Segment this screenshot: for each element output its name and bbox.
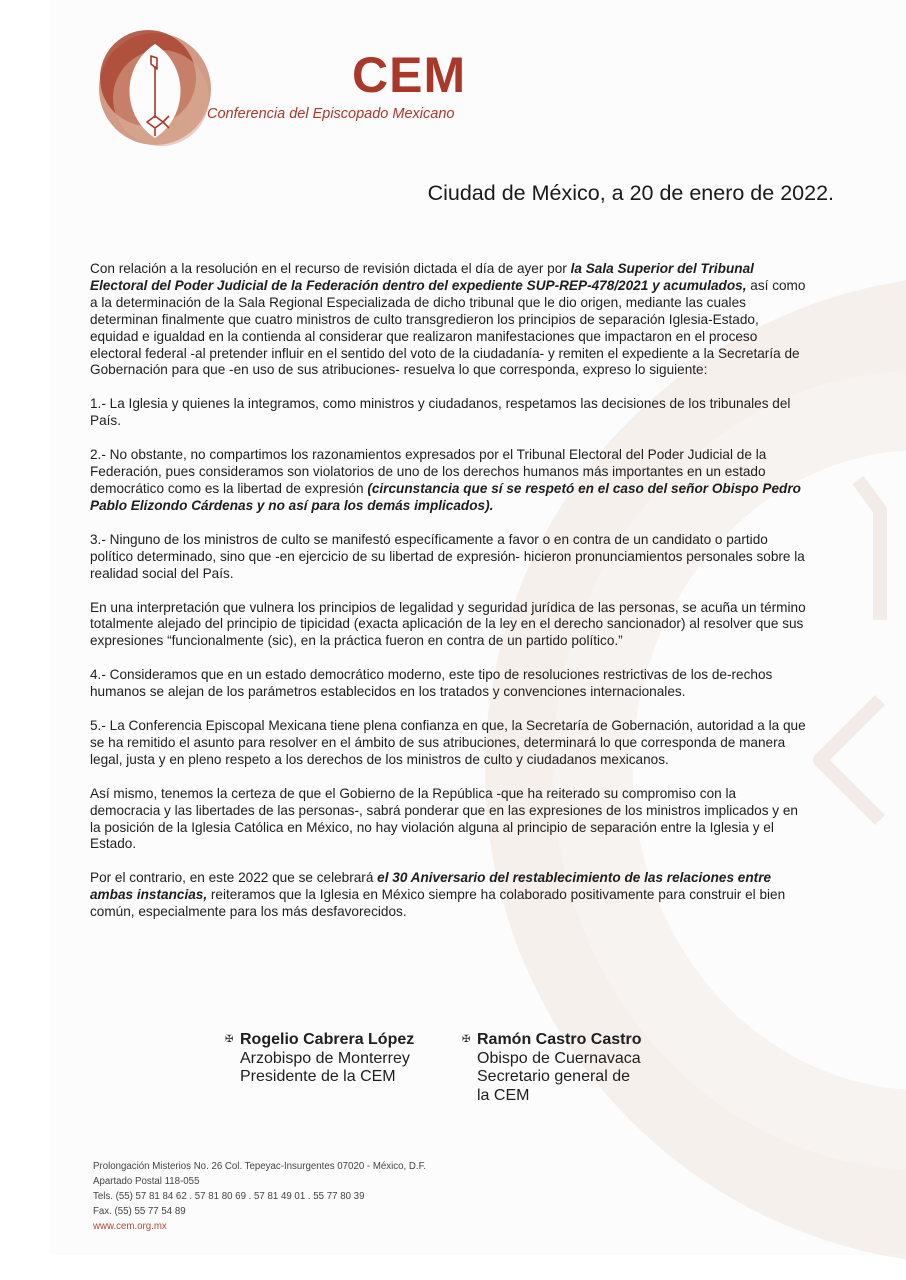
signer-role: Arzobispo de Monterrey xyxy=(240,1049,410,1067)
cem-logo-icon xyxy=(93,26,223,152)
intro-text-cont: así como a la determinación de la Sala Regional Especializada de dicho tribunal que le dio origen, mediante las cuales determinan finalmente que cuatro ministros de culto transgredieron los principios de separación Iglesia-Estado, equidad e igualdad en la contienda al considerar que realizaron manifestaciones que impactaron en el proceso electoral federal -al pretender influir en el sentido del voto de la ciudadanía- y remiten el expediente a la Secretaría de Gobernación para que -en uso de sus atribuciones- resuelva lo que corresponda, expreso lo siguiente: xyxy=(90,277,806,378)
p7-emphasis: el 30 Aniversario del restablecimiento de las relaciones entre ambas instancias, xyxy=(90,870,772,903)
signer-name: Rogelio Cabrera López xyxy=(240,1031,415,1048)
signer-role: Presidente de la CEM xyxy=(240,1068,396,1085)
signer-name: Ramón Castro Castro xyxy=(477,1031,642,1048)
paragraph-3: 3.- Ninguno de los ministros de culto se manifestó específicamente a favor o en contra de un candidato o partido político determinado, sino que -en ejercicio de su libertad de expresión- hicieron pronunciamientos personales sobre la realidad social del País. xyxy=(90,531,805,581)
footer-phones: Tels. (55) 57 81 84 62 . 57 81 80 69 . 57 81 49 01 . 55 77 80 39 xyxy=(93,1191,365,1202)
footer-contact xyxy=(93,1159,426,1234)
intro-emphasis: la Sala Superior del Tribunal Electoral del Poder Judicial de la Federación dentro del expediente SUP-REP-478/2021 y acumulados, xyxy=(90,261,754,293)
footer-fax: Fax. (55) 55 77 54 89 xyxy=(93,1206,186,1217)
signer-role: Secretario general de xyxy=(477,1068,630,1085)
signer-role: la CEM xyxy=(477,1086,530,1104)
paragraph-4: 4.- Consideramos que en un estado democrático moderno, este tipo de resoluciones restrictivas de los de-rechos humanos se alejan de los parámetros establecidos en los tratados y convenciones internacionales. xyxy=(90,667,773,700)
paragraph-6: Así mismo, tenemos la certeza de que el Gobierno de la República -que ha reiterado su compromiso con la democracia y las libertades de las personas-, sabrá ponderar que en las expresiones de los ministros implicados y en la posición de la Iglesia Católica en México, no hay violación alguna al principio de separación entre la Iglesia y el Estado. xyxy=(90,785,798,852)
footer-po-box: Apartado Postal 118-055 xyxy=(93,1176,200,1187)
signature-2 xyxy=(462,1031,682,1105)
signature-1 xyxy=(225,1031,445,1087)
paragraph-3b: En una interpretación que vulnera los principios de legalidad y seguridad jurídica de las personas, se acuña un término totalmente alejado del principio de tipicidad (exacta aplicación de la ley en el derecho sancionador) al resolver que sus expresiones “funcionalmente (sic), en la práctica fueron en contra de un partido político.” xyxy=(90,599,806,649)
cross-icon: ✠ xyxy=(462,1034,471,1045)
p2-emphasis: (circunstancia que sí se respetó en el caso del señor Obispo Pedro Pablo Elizondo Cárdenas y no así para los demás implicados). xyxy=(90,480,801,513)
paragraph-1: 1.- La Iglesia y quienes la integramos, como ministros y ciudadanos, respetamos las decisiones de los tribunales del País. xyxy=(90,396,791,429)
letter-body xyxy=(90,261,810,938)
paragraph-2 xyxy=(90,447,810,515)
paragraph-7 xyxy=(90,870,810,921)
intro-text: Con relación a la resolución en el recurso de revisión dictada el día de ayer por xyxy=(90,261,571,276)
footer-website-link[interactable]: www.cem.org.mx xyxy=(93,1221,167,1232)
footer-address: Prolongación Misterios No. 26 Col. Tepeyac-Insurgentes 07020 - México, D.F. xyxy=(93,1161,427,1172)
logo-acronym: CEM xyxy=(352,47,467,103)
paragraph-intro xyxy=(90,261,810,379)
p7-text: Por el contrario, en este 2022 que se celebrará xyxy=(90,870,378,886)
cross-icon: ✠ xyxy=(225,1034,234,1045)
p7-text-cont: reiteramos que la Iglesia en México siempre ha colaborado positivamente para construir el bien común, especialmente para los más desfavorecidos. xyxy=(90,887,786,920)
date-line: Ciudad de México, a 20 de enero de 2022. xyxy=(427,181,834,205)
paragraph-5: 5.- La Conferencia Episcopal Mexicana tiene plena confianza en que, la Secretaría de Gobernación, autoridad a la que se ha remitido el asunto para resolver en el ámbito de sus atribuciones, determinará lo que corresponda de manera legal, justa y en pleno respeto a los derechos de los ministros de culto y ciudadanos mexicanos. xyxy=(90,718,806,767)
p2-text: 2.- No obstante, no compartimos los razonamientos expresados por el Tribunal Electoral del Poder Judicial de la Federación, pues consideramos son violatorios de uno de los derechos humanos más importantes en un estado democrático como es la libertad de expresión xyxy=(90,447,767,496)
signer-role: Obispo de Cuernavaca xyxy=(477,1049,641,1067)
logo-fullname: Conferencia del Episcopado Mexicano xyxy=(207,106,455,122)
